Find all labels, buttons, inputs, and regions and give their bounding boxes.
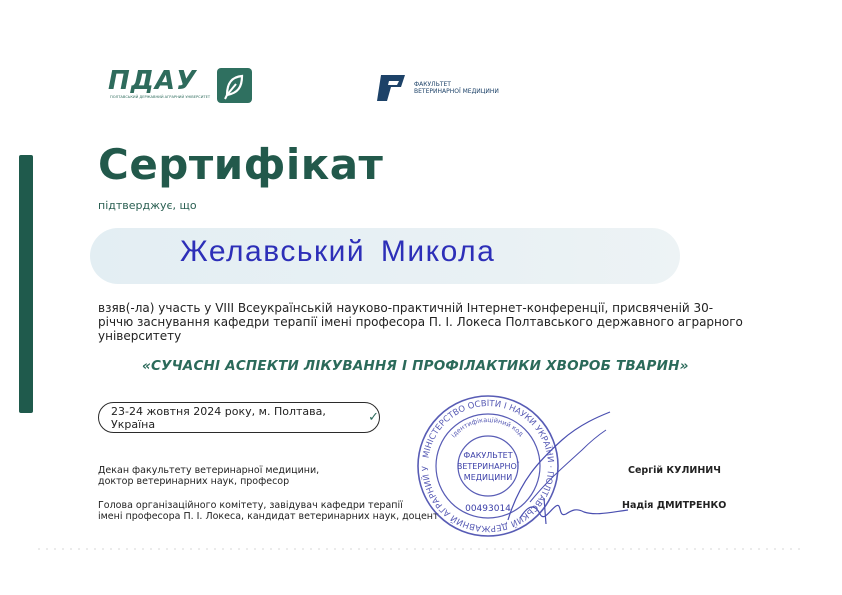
signatory-1-role	[98, 465, 319, 487]
confirms-text: підтверджує, що	[98, 199, 197, 212]
signatory-2-role	[98, 500, 439, 522]
faculty-line1: ФАКУЛЬТЕТ	[414, 81, 451, 88]
faculty-logo-icon	[375, 73, 407, 103]
faculty-line2: ВЕТЕРИНАРНОЇ МЕДИЦИНИ	[414, 88, 499, 95]
university-abbr: ПДАУ	[108, 66, 198, 96]
date-place-badge	[98, 402, 380, 433]
signatory-2-role-line1: Голова організаційного комітету, завідувач кафедри терапії	[98, 500, 403, 511]
check-icon: ✓	[368, 410, 379, 425]
stamp-code: 00493014	[465, 504, 511, 514]
signatory-1-role-line2: доктор ветеринарних наук, професор	[98, 476, 290, 487]
left-accent-bar	[19, 155, 33, 413]
signatory-1-role-line1: Декан факультету ветеринарної медицини,	[98, 465, 320, 476]
university-logo	[108, 66, 211, 104]
stamp-center-line2: ВЕТЕРИНАРНОЇ	[456, 462, 520, 471]
conference-topic: «СУЧАСНІ АСПЕКТИ ЛІКУВАННЯ І ПРОФІЛАКТИКИ ХВОРОБ ТВАРИН»	[142, 358, 689, 374]
stamp-outer-text: МІНІСТЕРСТВО ОСВІТИ І НАУКИ УКРАЇНИ · ПОЛТАВСЬКИЙ ДЕРЖАВНИЙ АГРАРНИЙ У	[420, 398, 556, 534]
signatory-2-role-line2: імені професора П. І. Локеса, кандидат ветеринарних наук, доцент	[98, 511, 439, 522]
stamp-center-line3: МЕДИЦИНИ	[463, 473, 513, 482]
participation-text: взяв(-ла) участь у VIII Всеукраїнській науково-практичній Інтернет-конференції, присвяченій 30-річчю заснування кафедри терапії імені професора П. І. Локеса Полтавського державного аграрного університету	[98, 301, 743, 343]
recipient-name: Желавський Микола	[180, 235, 496, 268]
university-full-name: ПОЛТАВСЬКИЙ ДЕРЖАВНИЙ АГРАРНИЙ УНІВЕРСИТЕТ	[110, 95, 211, 99]
bottom-dotted-line	[35, 548, 805, 550]
handwritten-signature	[500, 410, 640, 530]
signatory-1-name: Сергій КУЛИНИЧ	[628, 465, 721, 476]
date-place-text: 23-24 жовтня 2024 року, м. Полтава, Україна	[111, 404, 326, 431]
stamp-center-line1: ФАКУЛЬТЕТ	[463, 451, 513, 460]
signatory-2-name: Надія ДМИТРЕНКО	[622, 500, 727, 511]
certificate-title: Сертифікат	[98, 140, 384, 189]
stamp-inner-text: ідентифікаційний код	[449, 415, 526, 440]
faculty-logo-text	[414, 81, 499, 95]
leaf-logo-icon	[217, 68, 252, 103]
